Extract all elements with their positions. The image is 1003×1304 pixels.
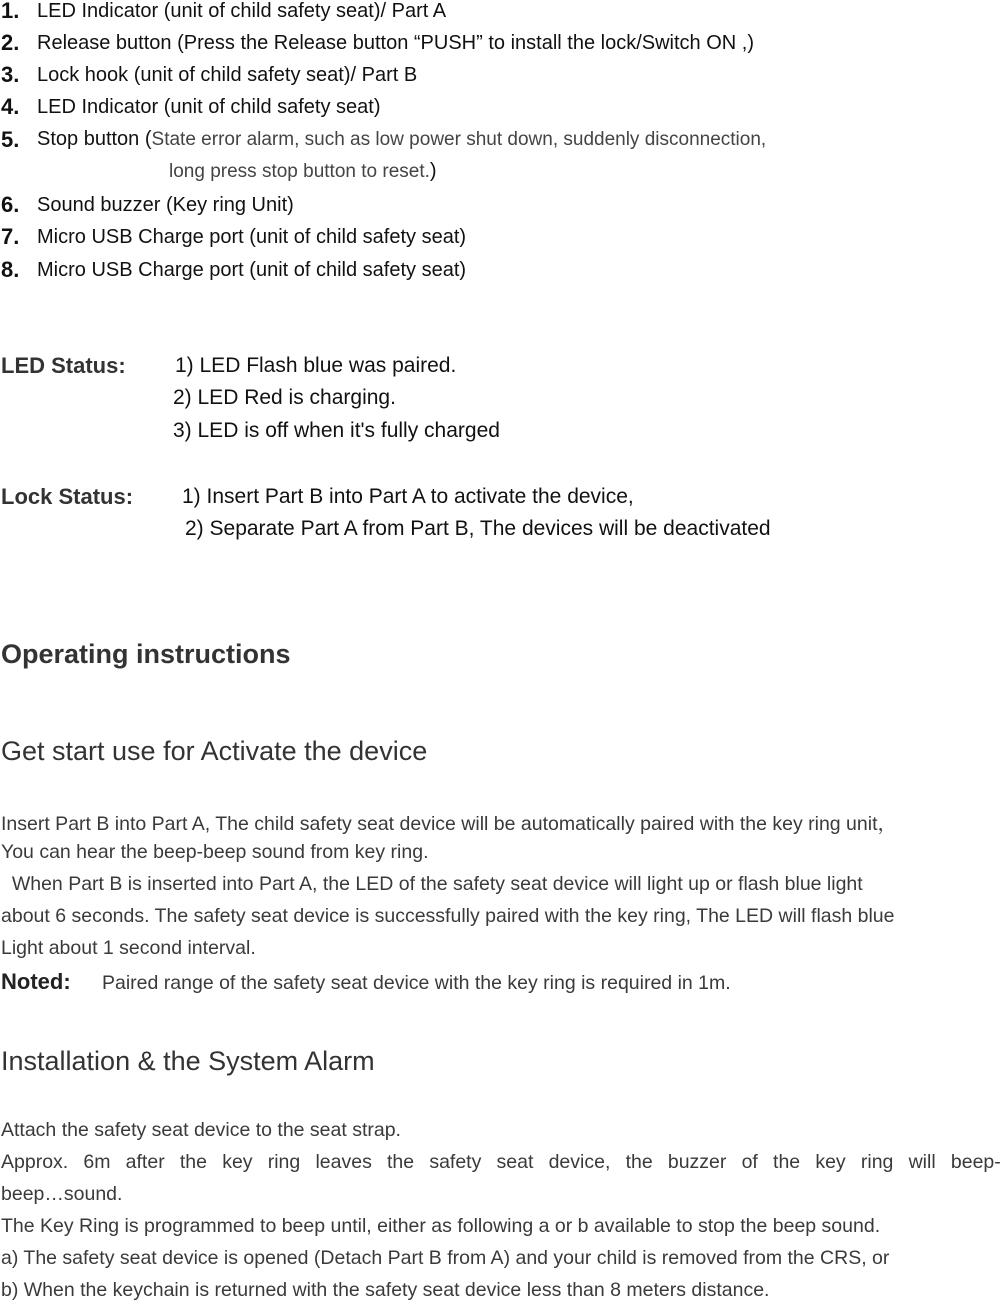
justified-word: the: [773, 1151, 801, 1173]
stop-button-note-line2: long press stop button to reset.: [169, 161, 430, 182]
led-status-label: LED Status:: [1, 353, 126, 378]
stop-button-label: Stop button (: [37, 128, 152, 150]
justified-word: after: [125, 1151, 165, 1173]
list-item: [1, 30, 19, 56]
paragraph-line: b) When the keychain is returned with the safety seat device less than 8 meters distance.: [1, 1279, 770, 1301]
list-item: [1, 224, 19, 250]
paragraph-line: Insert Part B into Part A, The child safety seat device will be automatically paired with the key ring unit，: [1, 813, 897, 835]
justified-word: beep-: [950, 1151, 1001, 1173]
section-heading-activate: Get start use for Activate the device: [1, 736, 428, 766]
justified-word: buzzer: [667, 1151, 727, 1173]
justified-word: will: [908, 1151, 936, 1173]
list-item: [1, 257, 19, 283]
list-item: [1, 62, 19, 88]
noted-label: Noted:: [1, 969, 71, 994]
item-number: 7.: [1, 224, 20, 249]
lock-status-line: 2) Separate Part A from Part B, The devices will be deactivated: [185, 517, 771, 540]
led-status-line: 3) LED is off when it's fully charged: [173, 419, 500, 442]
led-status-line: 2) LED Red is charging.: [173, 386, 396, 409]
list-item: [1, 127, 19, 153]
paragraph-line: a) The safety seat device is opened (Detach Part B from A) and your child is removed from the CRS, or: [1, 1247, 890, 1269]
justified-word: of: [741, 1151, 758, 1173]
justified-word: safety: [429, 1151, 482, 1173]
paragraph-line: beep…sound.: [1, 1183, 123, 1205]
justified-word: the: [179, 1151, 207, 1173]
item-number: 3.: [1, 62, 20, 87]
list-item-text: LED Indicator (unit of child safety seat)/ Part A: [37, 0, 447, 22]
led-status-line: 1) LED Flash blue was paired.: [175, 354, 457, 377]
justified-word: leaves: [315, 1151, 372, 1173]
justified-paragraph-line: [1, 1151, 1001, 1174]
list-item-text: Lock hook (unit of child safety seat)/ Part B: [37, 64, 418, 86]
item-number: 4.: [1, 94, 20, 119]
section-heading-operating: Operating instructions: [1, 639, 291, 669]
list-item-text: Micro USB Charge port (unit of child safety seat): [37, 259, 467, 281]
item-number: 5.: [1, 127, 20, 152]
item-number: 6.: [1, 192, 20, 217]
close-paren: ): [429, 160, 437, 182]
lock-status-line: 1) Insert Part B into Part A to activate the device,: [182, 485, 634, 508]
lock-status-label: Lock Status:: [1, 484, 134, 509]
list-item-text: LED Indicator (unit of child safety seat): [37, 96, 381, 118]
list-item-text-continued: [169, 160, 437, 183]
justified-word: key: [815, 1151, 846, 1173]
justified-word: seat: [496, 1151, 534, 1173]
justified-word: Approx.: [1, 1151, 69, 1173]
paragraph-line: Light about 1 second interval.: [1, 937, 256, 959]
justified-word: the: [625, 1151, 653, 1173]
justified-word: ring: [267, 1151, 301, 1173]
list-item: [1, 0, 19, 24]
paragraph-line: You can hear the beep-beep sound from key ring.: [1, 841, 429, 863]
paragraph-line: Attach the safety seat device to the seat strap.: [1, 1119, 401, 1141]
justified-word: ring: [860, 1151, 894, 1173]
stop-button-note: State error alarm, such as low power shut down, suddenly disconnection,: [151, 129, 767, 150]
list-item: [1, 94, 19, 120]
paragraph-line: When Part B is inserted into Part A, the LED of the safety seat device will light up or flash blue light: [1, 873, 863, 895]
justified-word: key: [222, 1151, 253, 1173]
item-number: 1.: [1, 0, 20, 23]
item-number: 8.: [1, 257, 20, 282]
paragraph-line: about 6 seconds. The safety seat device is successfully paired with the key ring, The LED will flash blue: [1, 905, 895, 927]
noted-text: Paired range of the safety seat device with the key ring is required in 1m.: [102, 972, 731, 994]
list-item-text: Release button (Press the Release button “PUSH” to install the lock/Switch ON ,): [37, 32, 754, 54]
list-item-text: Sound buzzer (Key ring Unit): [37, 194, 294, 216]
justified-word: the: [387, 1151, 415, 1173]
list-item: [1, 192, 19, 218]
paragraph-line: The Key Ring is programmed to beep until, either as following a or b available to stop the beep sound.: [1, 1215, 881, 1237]
list-item-text: Micro USB Charge port (unit of child safety seat): [37, 226, 467, 248]
list-item-text: [37, 128, 766, 151]
item-number: 2.: [1, 30, 20, 55]
justified-word: device,: [548, 1151, 611, 1173]
justified-word: 6m: [83, 1151, 111, 1173]
section-heading-installation: Installation & the System Alarm: [1, 1046, 375, 1076]
